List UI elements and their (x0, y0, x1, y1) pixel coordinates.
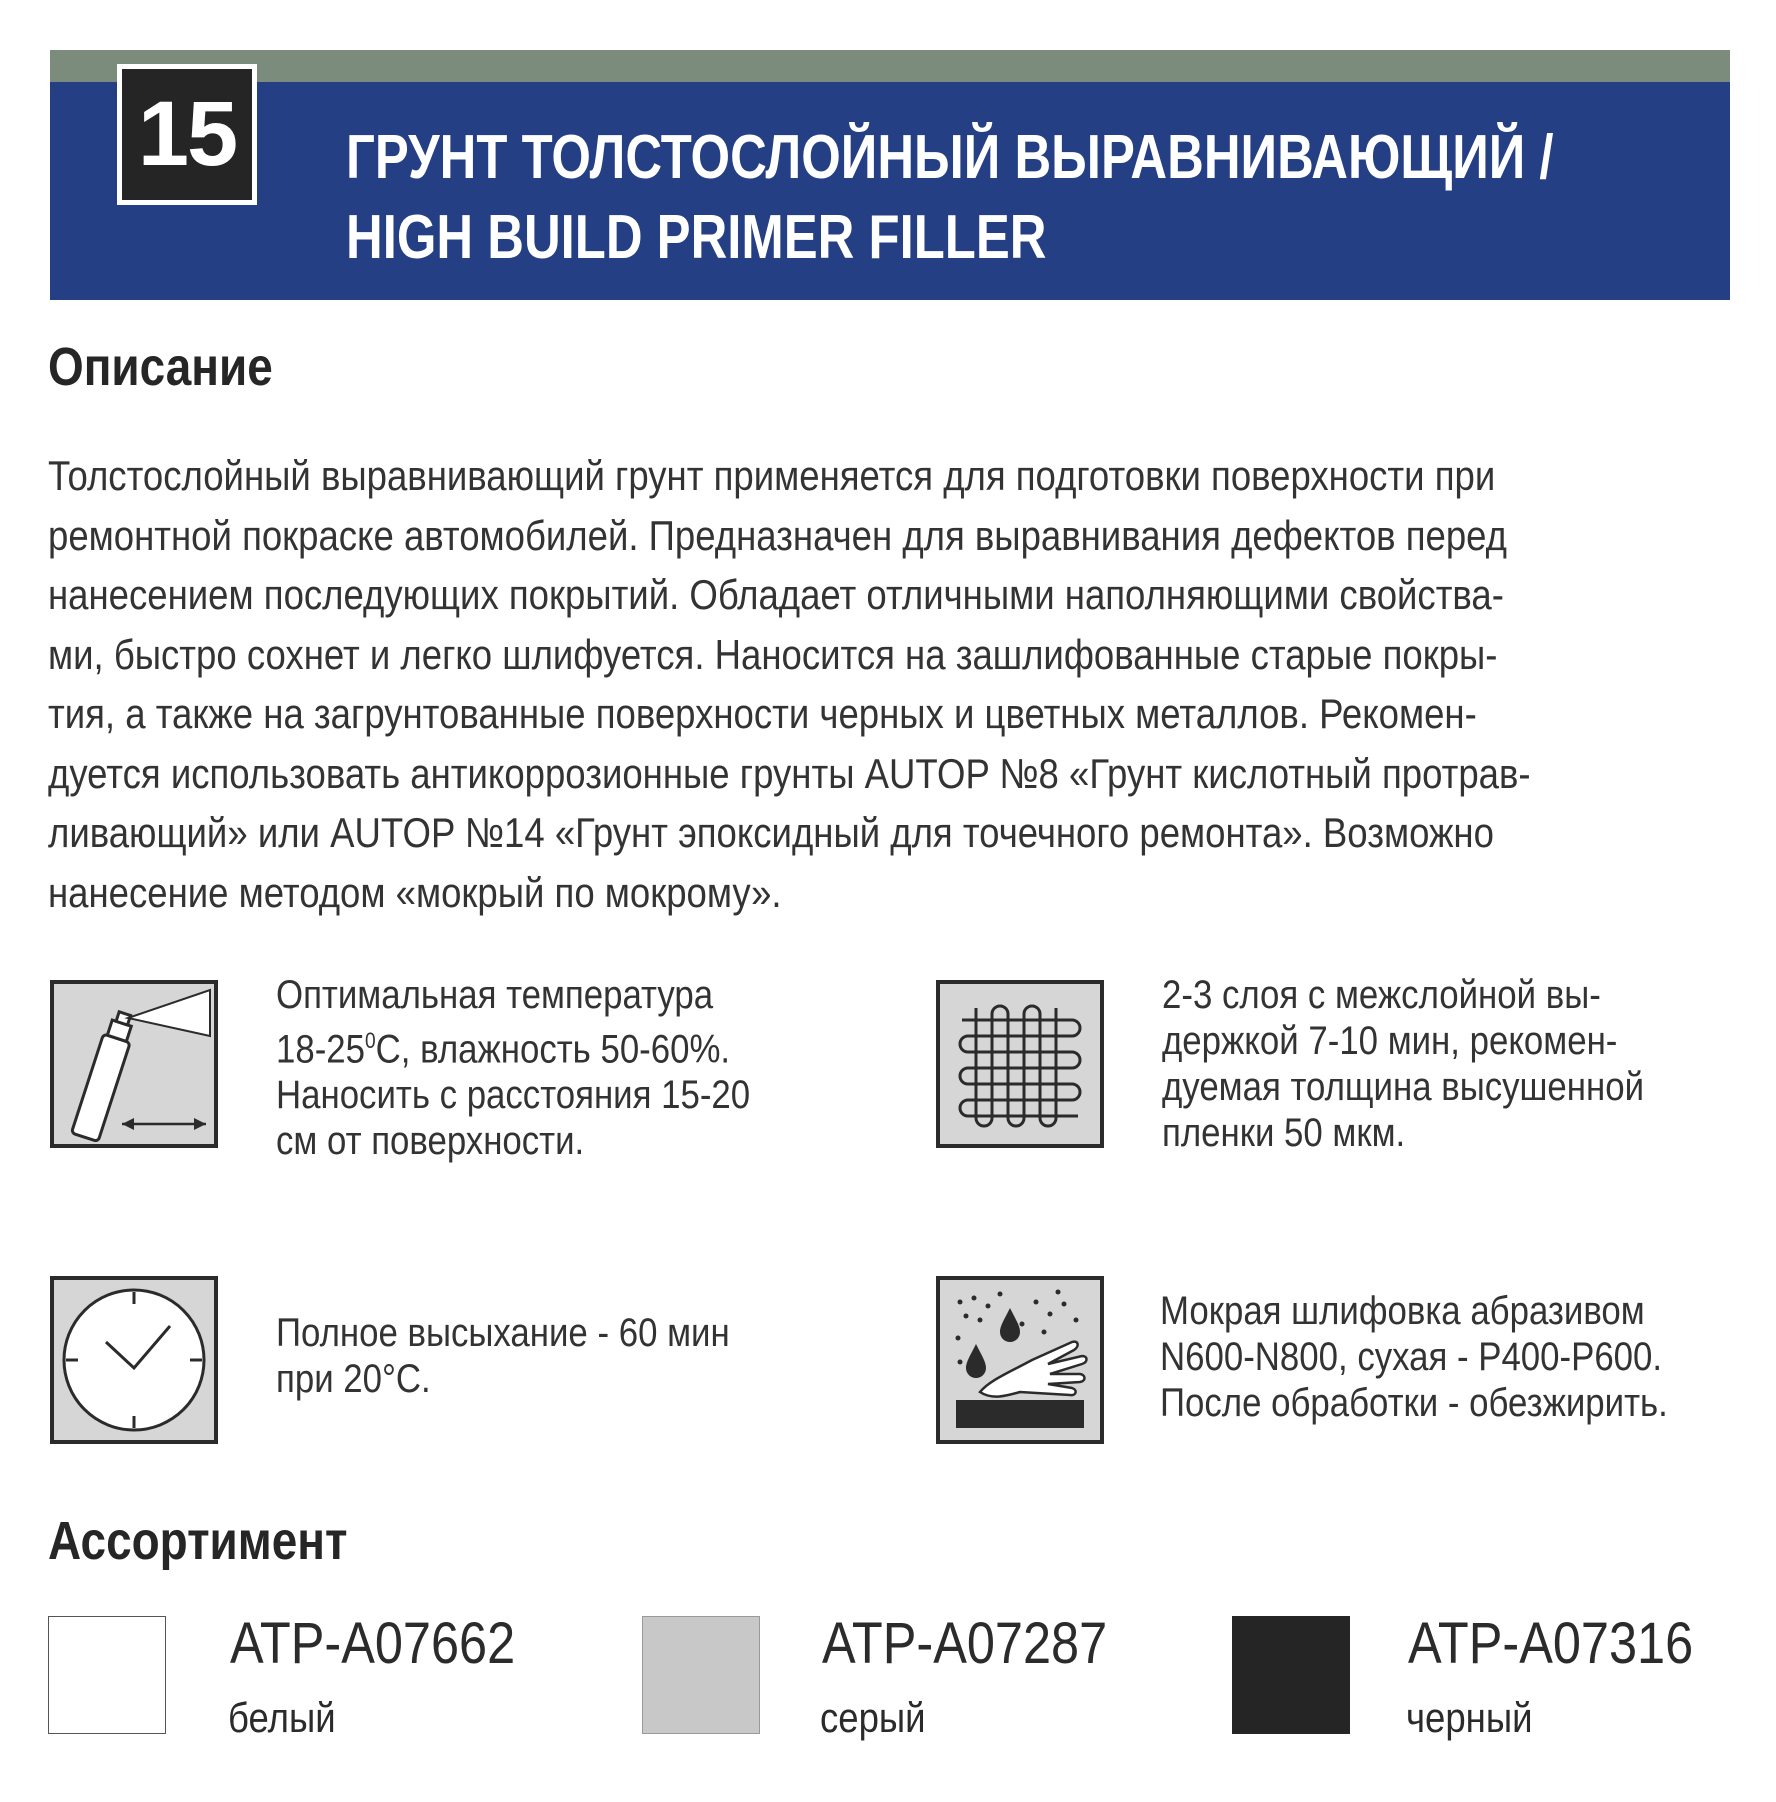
color-name: белый (228, 1694, 336, 1741)
description-line: дуется использовать антикоррозионные грунты AUTOP №8 «Грунт кислотный протрав- (48, 749, 1531, 797)
description-line: ремонтной покраске автомобилей. Предназначен для выравнивания дефектов перед (48, 511, 1507, 559)
description-text (48, 446, 1728, 922)
product-number: 15 (117, 64, 257, 205)
layers-grid-icon (936, 980, 1104, 1148)
description-line: нанесение методом «мокрый по мокрому». (48, 868, 782, 916)
clock-icon (50, 1276, 218, 1444)
description-line: ливающий» или AUTOP №14 «Грунт эпоксидный для точечного ремонта». Возможно (48, 809, 1494, 856)
description-line: Толстослойный выравнивающий грунт применяется для подготовки поверхности при (48, 452, 1496, 499)
product-code: ATP-A07662 (230, 1611, 516, 1676)
description-line: тия, а также на загрунтованные поверхности черных и цветных металлов. Рекомен- (48, 690, 1477, 737)
color-swatch-gray (642, 1616, 760, 1734)
title-line-2: HIGH BUILD PRIMER FILLER (346, 203, 1047, 272)
color-name: черный (1406, 1694, 1533, 1741)
feature-line: при 20°С. (276, 1357, 431, 1401)
product-code: ATP-A07316 (1408, 1611, 1694, 1676)
product-code: ATP-A07287 (822, 1611, 1108, 1676)
feature-line: 2-3 слоя с межслойной вы- (1162, 973, 1601, 1017)
color-swatch-white (48, 1616, 166, 1734)
feature-line: N600-N800, сухая - P400-P600. (1160, 1335, 1663, 1379)
humidity-text: С, влажность 50-60%. (375, 1027, 731, 1072)
page-title (346, 118, 1554, 278)
description-heading: Описание (48, 337, 273, 397)
feature-line: пленки 50 мкм. (1162, 1111, 1406, 1155)
feature-sanding-text (1160, 1288, 1744, 1426)
feature-layers-text (1162, 972, 1716, 1156)
color-swatch-black (1232, 1616, 1350, 1734)
feature-drying-text (276, 1310, 797, 1402)
description-line: ми, быстро сохнет и легко шлифуется. Наносится на зашлифованные старые покры- (48, 630, 1498, 678)
wet-sanding-icon (936, 1276, 1104, 1444)
feature-line: дуемая толщина высушенной (1162, 1065, 1645, 1109)
temperature-range: 18-25 (276, 1027, 366, 1072)
title-line-1: ГРУНТ ТОЛСТОСЛОЙНЫЙ ВЫРАВНИВАЮЩИЙ / (346, 123, 1554, 192)
feature-line: Полное высыхание - 60 мин (276, 1311, 730, 1355)
feature-line: держкой 7-10 мин, рекомен- (1162, 1019, 1618, 1063)
feature-line: Оптимальная температура (276, 973, 714, 1017)
spray-can-icon (50, 980, 218, 1148)
assortment-heading: Ассортимент (48, 1511, 348, 1571)
feature-line: После обработки - обезжирить. (1160, 1381, 1668, 1425)
feature-line: Мокрая шлифовка абразивом (1160, 1289, 1645, 1333)
degree-mark: 0 (365, 1028, 376, 1053)
feature-line: см от поверхности. (276, 1119, 585, 1164)
color-name: серый (820, 1694, 926, 1741)
banner-accent-stripe (50, 50, 1730, 82)
feature-spray-text (276, 972, 821, 1164)
feature-line: Наносить с расстояния 15-20 (276, 1073, 751, 1118)
feature-line (276, 1018, 750, 1072)
description-line: нанесением последующих покрытий. Обладает отличными наполняющими свойства- (48, 571, 1504, 618)
